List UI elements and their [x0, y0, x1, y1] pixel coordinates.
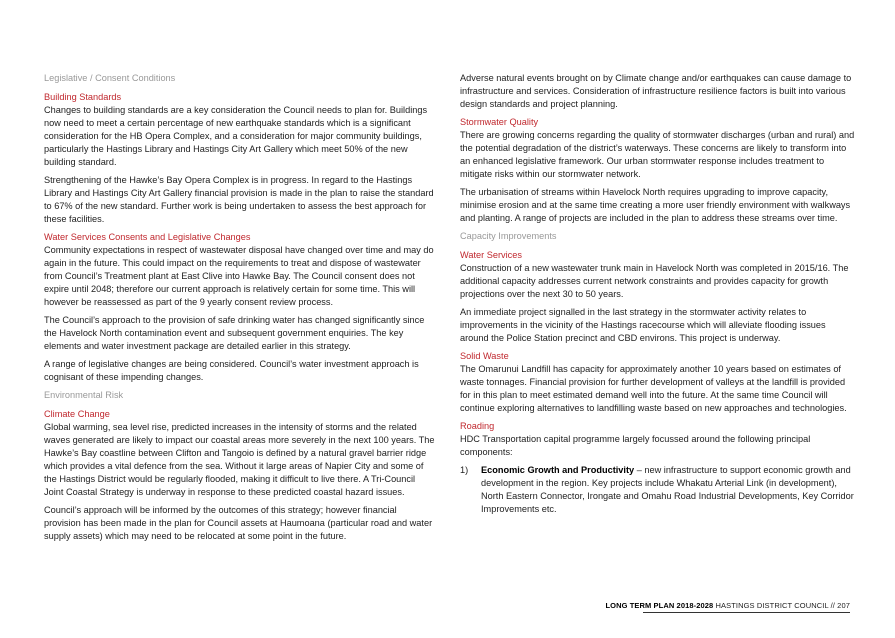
paragraph: A range of legislative changes are being considered. Council’s water investment approach is cognisant of these impending changes.	[44, 359, 419, 382]
paragraph: Global warming, sea level rise, predicted increases in the intensity of storms and the related waves generated are likely to impact our coastal areas more severely in the next 100 years. The Hawke’s Bay coastline between Clifton and Tangoio is defined by a natural gravel barrier ridge which provides a vital defence from the sea. Without it large areas of Napier City and some of the Hastings District would be regularly flooded, making it difficult to live there. A Tri-Council Joint Coastal Strategy is underway in response to these predicted coastal hazard issues.	[44, 422, 435, 497]
heading-climate-change: Climate Change	[44, 409, 110, 419]
section-label-environmental-risk: Environmental Risk	[44, 390, 124, 400]
list-item-text: – new infrastructure to support economic growth and development in the region. Key projects include Whakatu Arterial Link (in development), North Eastern Connector, Irongate and Omahu Road Industrial Developments, Key Corridor Improvements etc.	[481, 465, 854, 514]
heading-water-services: Water Services	[460, 250, 522, 260]
paragraph: Adverse natural events brought on by Climate change and/or earthquakes can cause damage to infrastructure and services. Consideration of infrastructure resilience factors is built into various design standards and project planning.	[460, 73, 852, 109]
footer-plan-title: LONG TERM PLAN 2018-2028	[605, 601, 714, 610]
page-footer	[605, 601, 850, 610]
heading-roading: Roading	[460, 421, 495, 431]
paragraph: There are growing concerns regarding the quality of stormwater discharges (urban and rural) and the potential degradation of the district’s waterways. These concerns are likely to transform into an enhanced legislative framework. Our urban stormwater response includes treatment to mitigate risks within our stormwater network.	[460, 130, 855, 179]
paragraph: Community expectations in respect of wastewater disposal have changed over time and may do again in the future. This could impact on the requirements to treat and dispose of wastewater from Council’s Treatment plant at East Clive into Hawke Bay. The Council consent does not expire until 2048; therefore our current approach is relatively certain for some time. This will however be reassessed as part of the 9 yearly consent review process.	[44, 245, 434, 307]
right-column	[460, 72, 855, 516]
footer-council-page: HASTINGS DISTRICT COUNCIL // 207	[713, 601, 850, 610]
heading-water-consents: Water Services Consents and Legislative Changes	[44, 232, 251, 242]
list-item	[460, 464, 855, 516]
paragraph: The urbanisation of streams within Havelock North requires upgrading to improve capacity, minimise erosion and at the same time creating a more user friendly environment with walkways and planting. A range of projects are included in the plan to address these streams over time.	[460, 187, 851, 223]
list-number: 1)	[460, 465, 469, 475]
footer-rule	[643, 612, 850, 613]
left-column	[44, 72, 436, 548]
list-item-title: Economic Growth and Productivity	[481, 465, 635, 475]
list-body	[481, 464, 855, 516]
paragraph: An immediate project signalled in the last strategy in the stormwater activity relates to improvements in the vicinity of the Hastings racecourse which will alleviate flooding issues around the Police Station precinct and CBD environs. This project is underway.	[460, 307, 826, 343]
paragraph: Council’s approach will be informed by the outcomes of this strategy; however financial provision has been made in the plan for Council assets at Haumoana (particular road and water supply assets) which may need to be relocated at some point in the future.	[44, 505, 433, 541]
heading-solid-waste: Solid Waste	[460, 351, 509, 361]
paragraph: Strengthening of the Hawke’s Bay Opera Complex is in progress. In regard to the Hastings Library and Hastings City Art Gallery financial provision is made in the plan to raise the standard to 67% of the new standard. Further work is being undertaken to assess the best approach for these facilities.	[44, 175, 434, 224]
section-label-capacity-improvements: Capacity Improvements	[460, 231, 557, 241]
paragraph: The Omarunui Landfill has capacity for approximately another 10 years based on estimates of waste tonnages. Financial provision for further development of valleys at the landfill is provided for in this plan to meet estimated demand well into the future. At the same time Council will continue exploring alternatives to landfilling waste based on new approaches and technologies.	[460, 364, 847, 413]
paragraph: Construction of a new wastewater trunk main in Havelock North was completed in 2015/16. The additional capacity addresses current network constraints and provides capacity for growth projections over the next 30 to 50 years.	[460, 263, 849, 299]
heading-stormwater-quality: Stormwater Quality	[460, 117, 539, 127]
paragraph: Changes to building standards are a key consideration the Council needs to plan for. Buildings now need to meet a certain percentage of new earthquake standards which is a significant consideration for the HB Opera Complex, and a consideration for major community buildings, particularly the Hastings Library and Hastings City Art Gallery which meet 50% of the new building standard.	[44, 105, 428, 167]
paragraph: HDC Transportation capital programme largely focussed around the following principal components:	[460, 434, 811, 457]
section-label-legislative: Legislative / Consent Conditions	[44, 73, 176, 83]
paragraph: The Council’s approach to the provision of safe drinking water has changed significantly since the Havelock North contamination event and subsequent government enquiries. The key elements and water investment package are detailed earlier in this strategy.	[44, 315, 425, 351]
heading-building-standards: Building Standards	[44, 92, 122, 102]
